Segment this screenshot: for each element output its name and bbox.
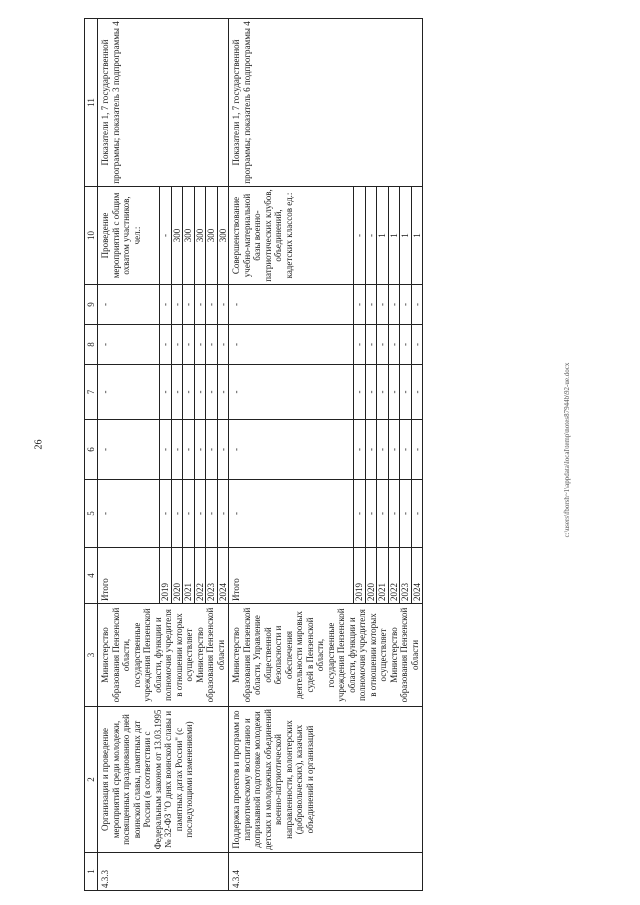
col-header: 11 (85, 19, 98, 187)
year-c7: - (183, 365, 195, 420)
year-c5: - (365, 480, 377, 548)
year-cell: 2024 (411, 548, 423, 604)
year-c9: - (388, 285, 400, 325)
col-header: 8 (85, 325, 98, 365)
year-c9: - (354, 285, 366, 325)
total-c5: - (229, 480, 354, 548)
year-cell: 2020 (171, 548, 183, 604)
program-table (84, 18, 423, 891)
col-header: 4 (85, 548, 98, 604)
year-c5: - (377, 480, 389, 548)
year-c6: - (388, 420, 400, 480)
year-c8: - (400, 325, 412, 365)
total-c8: - (98, 325, 160, 365)
col-header: 6 (85, 420, 98, 480)
year-c10: 1 (411, 187, 423, 285)
year-c8: - (160, 325, 172, 365)
year-c9: - (365, 285, 377, 325)
year-c9: - (411, 285, 423, 325)
year-c6: - (206, 420, 218, 480)
year-c7: - (171, 365, 183, 420)
year-cell: 2021 (377, 548, 389, 604)
table-row (229, 19, 354, 891)
total-c10: Совершенствование учебно-материальной базы военно-патриотических клубов, объединений, кадетских классов ед.: (229, 187, 354, 285)
col-header: 10 (85, 187, 98, 285)
year-c10: 300 (206, 187, 218, 285)
year-c9: - (160, 285, 172, 325)
year-c7: - (160, 365, 172, 420)
year-c10: 300 (194, 187, 206, 285)
year-c8: - (354, 325, 366, 365)
year-c9: - (171, 285, 183, 325)
year-c5: - (217, 480, 229, 548)
year-c10: 1 (400, 187, 412, 285)
year-c6: - (354, 420, 366, 480)
total-label: Итого (98, 548, 160, 604)
year-c6: - (365, 420, 377, 480)
col-header: 3 (85, 604, 98, 707)
year-c9: - (377, 285, 389, 325)
year-c9: - (206, 285, 218, 325)
year-c7: - (377, 365, 389, 420)
page-number: 26 (33, 439, 45, 450)
year-cell: 2022 (194, 548, 206, 604)
year-c8: - (194, 325, 206, 365)
year-c8: - (365, 325, 377, 365)
year-c8: - (388, 325, 400, 365)
year-c6: - (411, 420, 423, 480)
year-c5: - (206, 480, 218, 548)
year-cell: 2021 (183, 548, 195, 604)
year-cell: 2023 (206, 548, 218, 604)
total-c6: - (229, 420, 354, 480)
year-c6: - (194, 420, 206, 480)
year-c10: - (354, 187, 366, 285)
year-c10: 300 (171, 187, 183, 285)
year-c6: - (400, 420, 412, 480)
total-c9: - (229, 285, 354, 325)
total-c8: - (229, 325, 354, 365)
year-cell: 2023 (400, 548, 412, 604)
year-c8: - (183, 325, 195, 365)
column-number-row (85, 19, 98, 891)
item-name: Организация и проведение мероприятий среди молодежи, посвященных празднованию дней воинской славы, памятных дат России (в соответствии с Федеральным законом от 13.03.1995 № 32-ФЗ "О днях воинской славы и памятных датах России" (с последующими изменениями) (98, 707, 229, 853)
total-c7: - (98, 365, 160, 420)
year-c10: 1 (377, 187, 389, 285)
total-c5: - (98, 480, 160, 548)
year-c7: - (411, 365, 423, 420)
item-number: 4.3.4 (229, 853, 423, 891)
year-c5: - (388, 480, 400, 548)
year-c5: - (194, 480, 206, 548)
col-header: 5 (85, 480, 98, 548)
year-cell: 2022 (388, 548, 400, 604)
total-c10: Проведение мероприятий с общим охватом участников, чел.: (98, 187, 160, 285)
year-cell: 2019 (160, 548, 172, 604)
year-c5: - (160, 480, 172, 548)
item-indicator: Показатели 1, 7 государственной программы; показатель 6 подпрограммы 4 (229, 19, 423, 187)
year-c7: - (354, 365, 366, 420)
item-indicator: Показатели 1, 7 государственной программы; показатель 3 подпрограммы 4 (98, 19, 229, 187)
total-label: Итого (229, 548, 354, 604)
year-c10: 1 (388, 187, 400, 285)
col-header: 2 (85, 707, 98, 853)
year-c6: - (377, 420, 389, 480)
year-c5: - (411, 480, 423, 548)
col-header: 1 (85, 853, 98, 891)
rotated-table-area (84, 19, 608, 891)
year-cell: 2024 (217, 548, 229, 604)
year-c9: - (194, 285, 206, 325)
year-c8: - (206, 325, 218, 365)
year-c7: - (194, 365, 206, 420)
year-c6: - (183, 420, 195, 480)
year-c7: - (388, 365, 400, 420)
year-c6: - (217, 420, 229, 480)
year-c10: - (160, 187, 172, 285)
file-path-footer: c:\users\fborsh~1\appdata\local\temp\notes87944b\92-ue.docx (563, 362, 571, 538)
year-c7: - (400, 365, 412, 420)
item-executor: Министерство образования Пензенской области, государственные учреждения Пензенской области, функции и полномочия учредителя в отношении которых осуществляет Министерство образования Пензенской области (98, 604, 229, 707)
year-c8: - (377, 325, 389, 365)
year-c8: - (217, 325, 229, 365)
year-c10: 300 (217, 187, 229, 285)
total-c7: - (229, 365, 354, 420)
year-c10: 300 (183, 187, 195, 285)
year-c5: - (183, 480, 195, 548)
year-c5: - (171, 480, 183, 548)
item-name: Поддержка проектов и программ по патриотическому воспитанию и допризывной подготовке молодежи детских и молодежных объединений военно-патриотической направленности, волонтерских (добровольческих), казачьих объединений и организаций (229, 707, 423, 853)
year-cell: 2020 (365, 548, 377, 604)
year-c8: - (171, 325, 183, 365)
year-c7: - (217, 365, 229, 420)
year-c5: - (400, 480, 412, 548)
year-c9: - (183, 285, 195, 325)
year-c10: - (365, 187, 377, 285)
item-executor: Министерство образования Пензенской области, Управление общественной безопасности и обеспечения деятельности мировых судей в Пензенской области, государственные учреждения Пензенской области, функции и полномочия учредителя в отношении которых осуществляет Министерство образования Пензенской области (229, 604, 423, 707)
col-header: 9 (85, 285, 98, 325)
year-c7: - (365, 365, 377, 420)
year-c7: - (206, 365, 218, 420)
year-c8: - (411, 325, 423, 365)
total-c6: - (98, 420, 160, 480)
year-cell: 2019 (354, 548, 366, 604)
year-c6: - (171, 420, 183, 480)
year-c9: - (217, 285, 229, 325)
year-c5: - (354, 480, 366, 548)
item-number: 4.3.3 (98, 853, 229, 891)
total-c9: - (98, 285, 160, 325)
col-header: 7 (85, 365, 98, 420)
year-c6: - (160, 420, 172, 480)
table-row (98, 19, 160, 891)
year-c9: - (400, 285, 412, 325)
